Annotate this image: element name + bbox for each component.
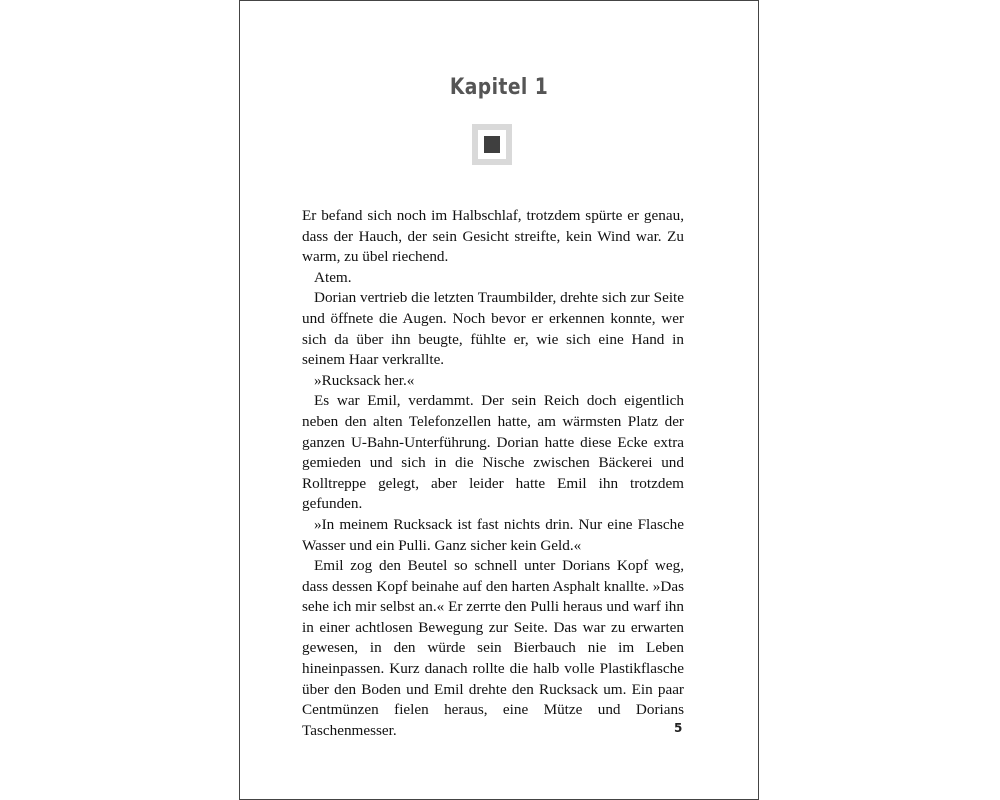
paragraph: Emil zog den Beutel so schnell unter Dorians Kopf weg, dass dessen Kopf beinahe auf den harten Asphalt knallte. »Das sehe ich mir selbst an.« Er zerrte den Pulli heraus und warf ihn in einer achtlosen Bewegung zur Seite. Das war zu erwarten gewesen, in den würde sein Bierbauch nie im Leben hineinpassen. Kurz danach rollte die halb volle Plastikflasche über den Boden und Emil drehte den Rucksack um. Ein paar Centmünzen fielen heraus, eine Mütze und Dorians Taschenmesser.: [302, 557, 684, 739]
paragraph: Er befand sich noch im Halbschlaf, trotzdem spürte er genau, dass der Hauch, der sein Gesicht streifte, kein Wind war. Zu warm, zu übel riechend.: [302, 207, 684, 266]
paragraph: Es war Emil, verdammt. Der sein Reich doch eigentlich neben den alten Telefonzellen hatte, am wärmsten Platz der ganzen U-Bahn-Unterführung. Dorian hatte diese Ecke extra gemieden und sich in die Nische zwischen Bäckerei und Rolltreppe gelegt, aber leider hatte Emil ihn trotzdem gefunden.: [302, 392, 684, 513]
paragraph: »In meinem Rucksack ist fast nichts drin. Nur eine Flasche Wasser und ein Pulli. Ganz sicher kein Geld.«: [302, 515, 684, 554]
chapter-title: Kapitel 1: [449, 75, 549, 100]
paragraph: Dorian vertrieb die letzten Traumbilder, drehte sich zur Seite und öffnete die Augen. Noch bevor er erkennen konnte, wer sich da über ihn beugte, fühlte er, wie sich eine Hand in seinem Haar verkrallte.: [302, 289, 684, 369]
paragraph: »Rucksack her.«: [314, 371, 415, 389]
square-ornament-icon: [472, 124, 512, 165]
ornament-inner-frame: [478, 130, 506, 159]
paragraph: Atem.: [314, 268, 352, 286]
ornament-core: [484, 136, 500, 153]
book-page: [239, 0, 759, 800]
page-number: 5: [674, 721, 683, 735]
chapter-body-text: [302, 206, 684, 741]
